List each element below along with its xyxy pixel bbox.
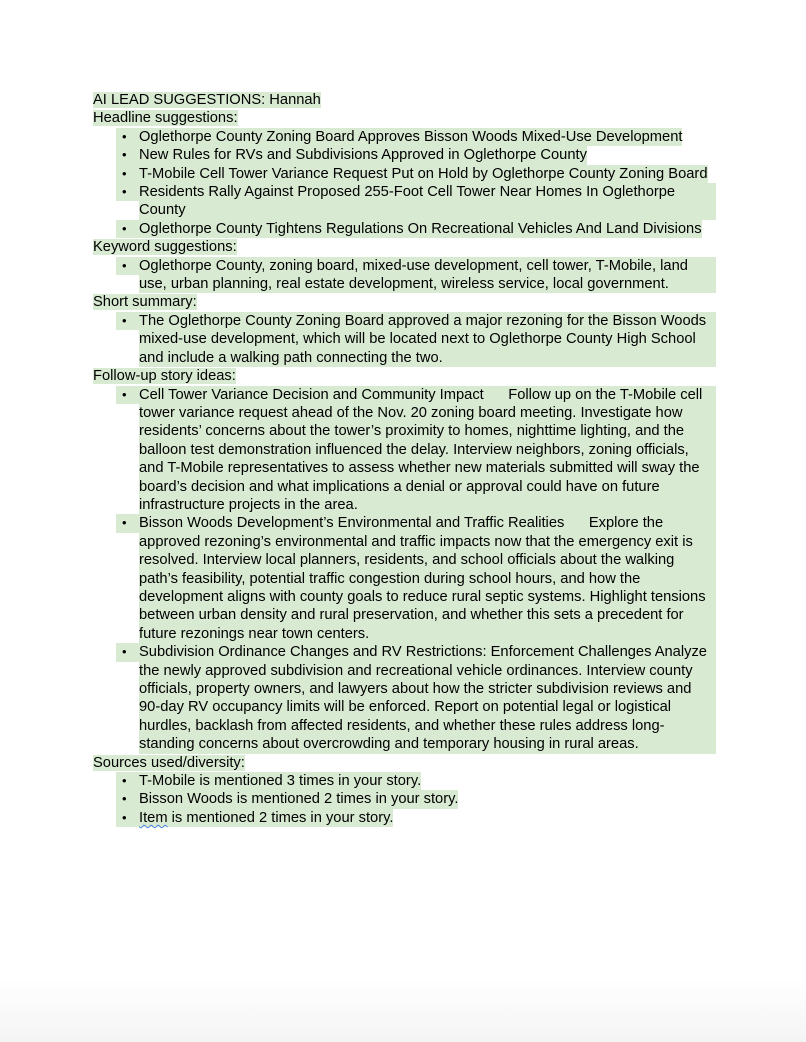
bullet-text: Oglethorpe County, zoning board, mixed-use development, cell tower, T-Mobile, land use, urban planning, real estate development, wireless service, local government. [139,257,716,294]
spellcheck-flagged-word: Item [139,809,168,826]
page-title-text: AI LEAD SUGGESTIONS: Hannah [93,92,321,108]
section-heading [93,367,717,385]
list-item [93,312,717,367]
bullet-text: Subdivision Ordinance Changes and RV Restrictions: Enforcement Challenges Analyze the newly approved subdivision and recreational vehicle ordinances. Interview county officials, property owners, and lawyers about how the stricter subdivision reviews and 90-day RV occupancy limits will be enforced. Report on potential legal or logistical hurdles, backlash from affected residents, and whether these rules address long-standing concerns about overcrowding and temporary housing in rural areas. [139,643,716,753]
bullet-icon: • [116,643,139,661]
bullet-icon: • [116,257,139,275]
bullet-icon: • [116,165,139,183]
bullet-text: Bisson Woods Development’s Environmental and Traffic Realities Explore the approved rezoning’s environmental and traffic impacts now that the emergency exit is resolved. Interview local planners, residents, and school officials about the walking path’s feasibility, potential traffic congestion during school hours, and how the development aligns with county goals to reduce rural septic systems. Highlight tensions between urban density and rural preservation, and whether this sets a precedent for future rezonings near town centers. [139,514,716,643]
bullet-text: Oglethorpe County Zoning Board Approves Bisson Woods Mixed-Use Development [139,128,683,145]
list-item [93,790,717,808]
bullet-text: Cell Tower Variance Decision and Community Impact Follow up on the T-Mobile cell tower variance request ahead of the Nov. 20 zoning board meeting. Investigate how residents’ concerns about the tower’s proximity to homes, nighttime lighting, and the balloon test demonstration influenced the delay. Interview neighbors, zoning officials, and T-Mobile representatives to assess whether new materials submitted will sway the board’s decision and what implications a denial or approval could have on future infrastructure projects in the area. [139,386,716,515]
list-item [93,809,717,827]
bullet-icon: • [116,514,139,532]
section-heading [93,293,717,311]
bullet-text: New Rules for RVs and Subdivisions Approved in Oglethorpe County [139,147,587,164]
document-page [93,91,717,827]
bullet-text: Item is mentioned 2 times in your story. [139,809,394,826]
bullet-list [93,257,717,294]
section-heading-text: Keyword suggestions: [93,239,237,256]
bullet-text: The Oglethorpe County Zoning Board approved a major rezoning for the Bisson Woods mixed-use development, which will be located next to Oglethorpe County High School and include a walking path connecting the two. [139,312,716,367]
bullet-icon: • [116,128,139,146]
section-heading-text: Follow-up story ideas: [93,368,236,385]
bullet-icon: • [116,146,139,164]
list-item [93,386,717,515]
bullet-icon: • [116,809,139,827]
list-item [93,220,717,238]
section-heading-text: Headline suggestions: [93,110,238,127]
section-heading-text: Sources used/diversity: [93,754,245,771]
section-heading [93,238,717,256]
bullet-list [93,772,717,827]
bullet-icon: • [116,790,139,808]
section-heading [93,754,717,772]
bullet-list [93,312,717,367]
bullet-icon: • [116,220,139,238]
page-bottom-shade [0,978,806,1042]
list-item [93,128,717,146]
bullet-icon: • [116,386,139,404]
document-body [93,109,717,827]
bullet-icon: • [116,183,139,201]
list-item [93,183,717,220]
bullet-text: T-Mobile is mentioned 3 times in your story. [139,773,422,790]
bullet-list [93,128,717,238]
bullet-icon: • [116,772,139,790]
bullet-text: Bisson Woods is mentioned 2 times in your story. [139,791,459,808]
bullet-icon: • [116,312,139,330]
list-item [93,772,717,790]
bullet-text: Oglethorpe County Tightens Regulations On Recreational Vehicles And Land Divisions [139,220,702,237]
bullet-list [93,386,717,754]
list-item [93,514,717,643]
section-heading [93,109,717,127]
page-title [93,91,717,109]
list-item [93,643,717,753]
bullet-text: T-Mobile Cell Tower Variance Request Put on Hold by Oglethorpe County Zoning Board [139,165,708,182]
section-heading-text: Short summary: [93,294,197,311]
list-item [93,165,717,183]
bullet-text: Residents Rally Against Proposed 255-Foot Cell Tower Near Homes In Oglethorpe County [139,183,716,220]
list-item [93,257,717,294]
list-item [93,146,717,164]
